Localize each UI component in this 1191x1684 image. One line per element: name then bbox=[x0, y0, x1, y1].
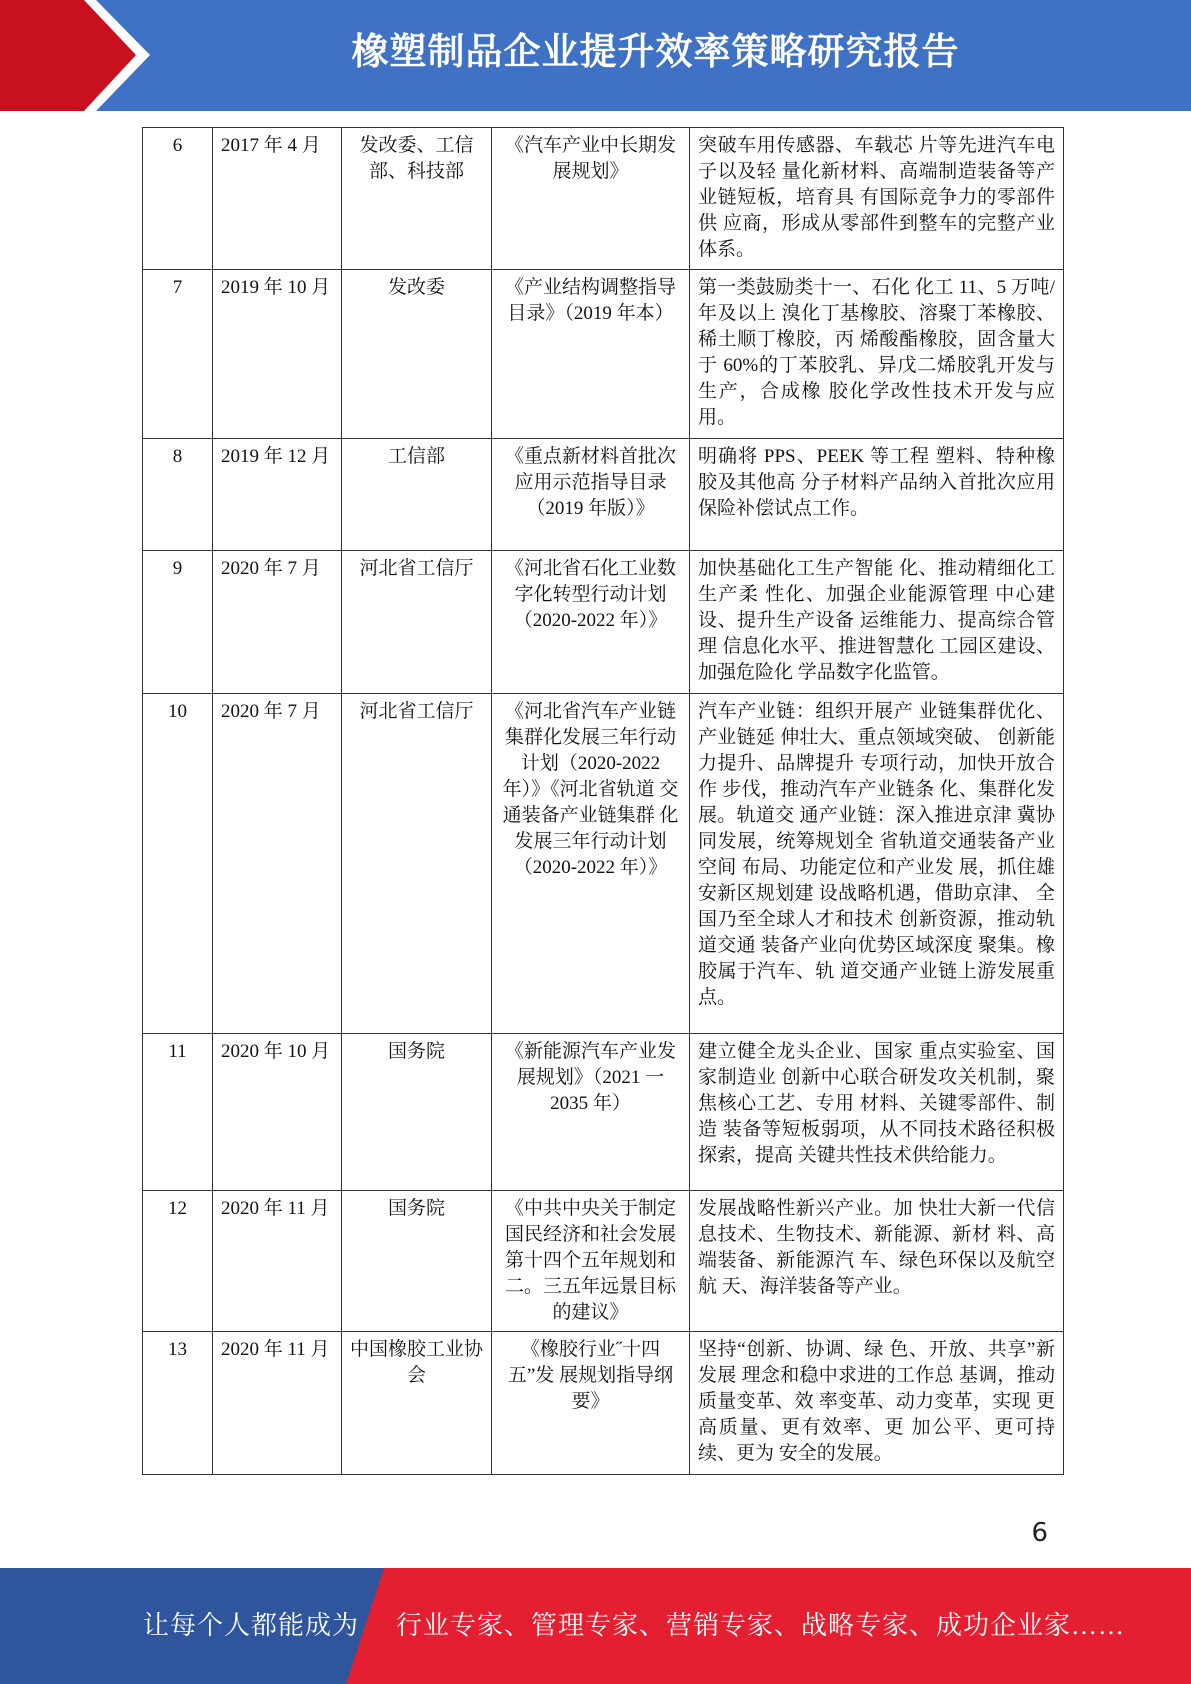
row-date: 2020 年 7 月 bbox=[213, 551, 342, 694]
row-content: 加快基础化工生产智能 化、推动精细化工生产柔 性化、加强企业能源管理 中心建设、提升生产设备 运维能力、提高综合管理 信息化水平、推进智慧化 工园区建设、加强危险化 学品数字化监管。 bbox=[690, 551, 1064, 694]
row-document: 《橡胶行业˝十四五”发 展规划指导纲要》 bbox=[492, 1332, 690, 1475]
row-content: 建立健全龙头企业、国家 重点实验室、国家制造业 创新中心联合研发攻关机制，聚焦核心工艺、专用 材料、关键零部件、制造 装备等短板弱项，从不同技术路径积极探索，提高 关键共性技术供给能力。 bbox=[690, 1034, 1064, 1191]
row-date: 2020 年 10 月 bbox=[213, 1034, 342, 1191]
row-number: 10 bbox=[143, 694, 213, 1034]
table-row bbox=[143, 1191, 1064, 1332]
footer-slogan-left: 让每个人都能成为 bbox=[143, 1611, 360, 1640]
page-number: 6 bbox=[1031, 1518, 1048, 1548]
table-row bbox=[143, 439, 1064, 551]
row-number: 12 bbox=[143, 1191, 213, 1332]
row-date: 2020 年 11 月 bbox=[213, 1191, 342, 1332]
policy-table bbox=[142, 127, 1064, 1475]
table-row bbox=[143, 551, 1064, 694]
row-number: 8 bbox=[143, 439, 213, 551]
footer-slogan-right: 行业专家、管理专家、营销专家、战略专家、成功企业家…… bbox=[396, 1611, 1126, 1640]
row-document: 《汽车产业中长期发 展规划》 bbox=[492, 128, 690, 270]
row-document: 《重点新材料首批次 应用示范指导目录（2019 年版）》 bbox=[492, 439, 690, 551]
table-row bbox=[143, 270, 1064, 439]
row-document: 《产业结构调整指导 目录》（2019 年本） bbox=[492, 270, 690, 439]
row-department: 发改委 bbox=[342, 270, 492, 439]
row-document: 《中共中央关于制定 国民经济和社会发展第十四个五年规划和 二。三五年远景目标 的建议》 bbox=[492, 1191, 690, 1332]
row-date: 2019 年 12 月 bbox=[213, 439, 342, 551]
row-department: 工信部 bbox=[342, 439, 492, 551]
row-department: 国务院 bbox=[342, 1034, 492, 1191]
row-content: 第一类鼓励类十一、石化 化工 11、5 万吨/年及以上 溴化丁基橡胶、溶聚丁苯橡胶、稀土顺丁橡胶，丙 烯酸酯橡胶，固含量大于 60%的丁苯胶乳、异戊二烯胶乳开发与生产，合成橡 胶化学改性技术开发与应 用。 bbox=[690, 270, 1064, 439]
table-row bbox=[143, 1034, 1064, 1191]
row-content: 发展战略性新兴产业。加 快壮大新一代信息技术、生物技术、新能源、新材 料、高端装备、新能源汽 车、绿色环保以及航空航 天、海洋装备等产业。 bbox=[690, 1191, 1064, 1332]
row-content: 明确将 PPS、PEEK 等工程 塑料、特种橡胶及其他高 分子材料产品纳入首批次应用保险补偿试点工作。 bbox=[690, 439, 1064, 551]
row-department: 国务院 bbox=[342, 1191, 492, 1332]
table-row bbox=[143, 694, 1064, 1034]
report-title: 橡塑制品企业提升效率策略研究报告 bbox=[351, 30, 960, 73]
page-header bbox=[0, 0, 1191, 111]
row-document: 《新能源汽车产业发 展规划》（2021 一 2035 年） bbox=[492, 1034, 690, 1191]
row-department: 发改委、工信部、科技部 bbox=[342, 128, 492, 270]
row-content: 突破车用传感器、车载芯 片等先进汽车电子以及轻 量化新材料、高端制造装备等产业链短板，培育具 有国际竞争力的零部件供 应商，形成从零部件到整车的完整产业体系。 bbox=[690, 128, 1064, 270]
row-date: 2020 年 11 月 bbox=[213, 1332, 342, 1475]
table-row bbox=[143, 128, 1064, 270]
row-department: 中国橡胶工业协 会 bbox=[342, 1332, 492, 1475]
row-date: 2017 年 4 月 bbox=[213, 128, 342, 270]
row-number: 13 bbox=[143, 1332, 213, 1475]
row-number: 7 bbox=[143, 270, 213, 439]
row-content: 坚持“创新、协调、绿 色、开放、共享”新发展 理念和稳中求进的工作总 基调，推动质量变革、效 率变革、动力变革，实现 更高质量、更有效率、更 加公平、更可持续、更为 安全的发展。 bbox=[690, 1332, 1064, 1475]
row-date: 2020 年 7 月 bbox=[213, 694, 342, 1034]
row-number: 9 bbox=[143, 551, 213, 694]
row-number: 11 bbox=[143, 1034, 213, 1191]
row-date: 2019 年 10 月 bbox=[213, 270, 342, 439]
page-footer bbox=[0, 1568, 1191, 1684]
row-document: 《河北省汽车产业链 集群化发展三年行动 计划（2020-2022 年）》《河北省轨道 交通装备产业链集群 化发展三年行动计划（2020-2022 年）》 bbox=[492, 694, 690, 1034]
table-row bbox=[143, 1332, 1064, 1475]
row-department: 河北省工信厅 bbox=[342, 551, 492, 694]
row-content: 汽车产业链：组织开展产 业链集群优化、产业链延 伸壮大、重点领域突破、 创新能力提升、品牌提升 专项行动，加快开放合作 步伐，推动汽车产业链条 化、集群化发展。轨道交 通产业链：深入推进京津 冀协同发展，统筹规划全 省轨道交通装备产业空间 布局、功能定位和产业发 展，抓住雄安新区规划建 设战略机遇，借助京津、 全国乃至全球人才和技术 创新资源，推动轨道交通 装备产业向优势区域深度 聚集。橡胶属于汽车、轨 道交通产业链上游发展重 点。 bbox=[690, 694, 1064, 1034]
row-document: 《河北省石化工业数 字化转型行动计划 （2020-2022 年）》 bbox=[492, 551, 690, 694]
row-department: 河北省工信厅 bbox=[342, 694, 492, 1034]
row-number: 6 bbox=[143, 128, 213, 270]
